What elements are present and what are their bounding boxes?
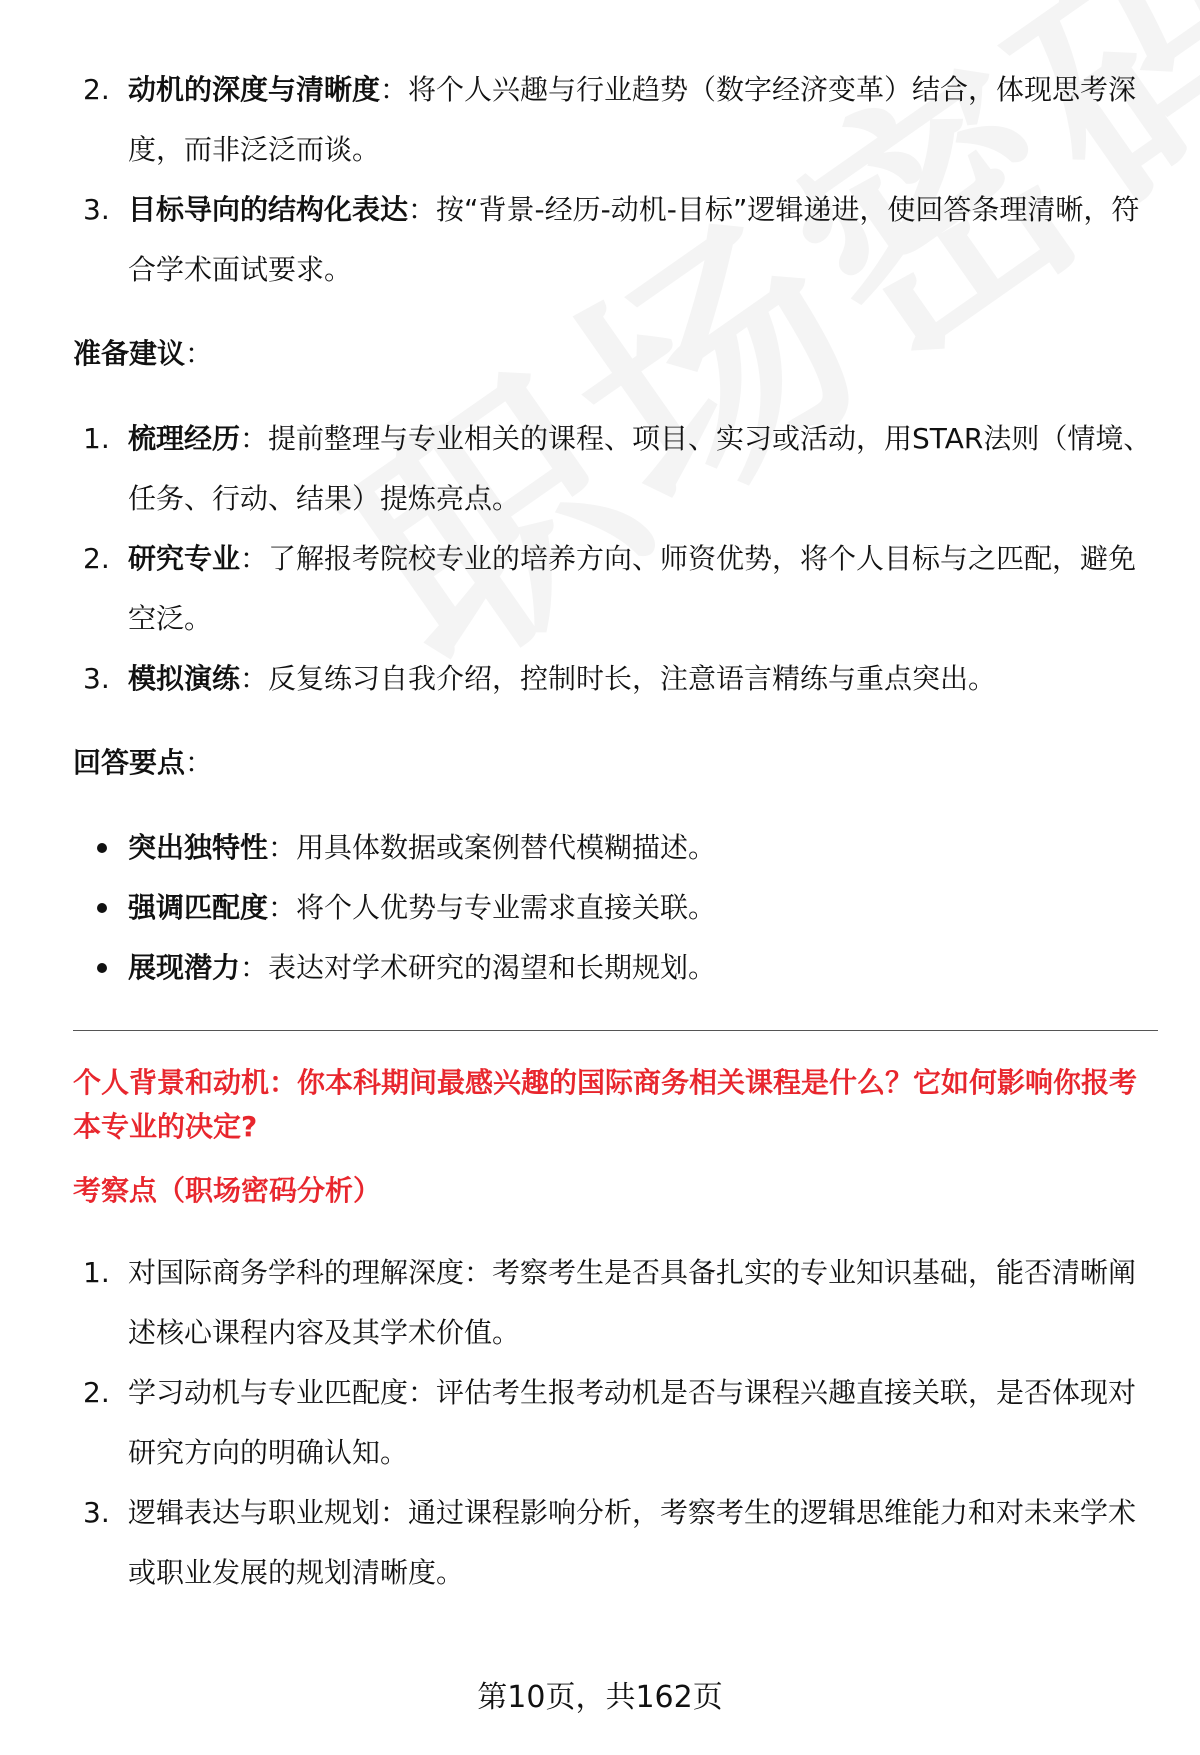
prep-list [73,409,1158,709]
list-item-text: ：将个人兴趣与行业趋势（数字经济变革）结合，体现思考深度，而非泛泛而谈。 [128,73,1137,166]
list-item [73,60,1158,180]
list-item-text: ：按“背景-经历-动机-目标”逻辑递进，使回答条理清晰，符合学术面试要求。 [128,193,1140,286]
list-number: 2. [83,542,110,575]
answer-list [73,818,1158,998]
list-item [73,1243,1158,1363]
answer-heading-colon: ： [185,746,214,779]
answer-heading [73,743,1158,783]
list-item [73,409,1158,529]
list-item-text: 逻辑表达与职业规划：通过课程影响分析，考察考生的逻辑思维能力和对未来学术或职业发展的规划清晰度。 [128,1496,1137,1589]
list-item-text: 学习动机与专业匹配度：评估考生报考动机是否与课程兴趣直接关联，是否体现对研究方向的明确认知。 [128,1376,1137,1469]
list-number: 3. [83,193,110,226]
list-number: 1. [83,422,110,455]
list-number: 1. [83,1256,110,1289]
prep-heading [73,334,1158,374]
question-title: 个人背景和动机：你本科期间最感兴趣的国际商务相关课程是什么？它如何影响你报考本专业的决定? [73,1066,1138,1143]
bullet-item [73,938,1158,998]
section-divider [73,1030,1158,1031]
list-number: 2. [83,73,110,106]
list-item-bold: 梳理经历 [128,422,241,455]
bullet-item-text: ：将个人优势与专业需求直接关联。 [268,891,717,924]
bullet-dot-icon [97,903,107,913]
list-number: 3. [83,1496,110,1529]
list-item-text: ：了解报考院校专业的培养方向、师资优势，将个人目标与之匹配，避免空泛。 [128,542,1137,635]
list-item [73,529,1158,649]
bullet-item-bold: 突出独特性 [128,831,269,864]
page-footer: 第10页，共162页 [477,1680,723,1715]
criteria-list-continued [73,60,1158,300]
list-number: 2. [83,1376,110,1409]
assessment-list [73,1243,1158,1603]
list-item-bold: 研究专业 [128,542,241,575]
prep-heading-colon: ： [185,337,214,370]
document-page [73,60,1158,1603]
answer-heading-text: 回答要点 [73,746,186,779]
bullet-item-text: ：用具体数据或案例替代模糊描述。 [268,831,717,864]
list-item-bold: 模拟演练 [128,662,241,695]
list-item [73,1483,1158,1603]
prep-heading-text: 准备建议 [73,337,186,370]
question-subheading: 考察点（职场密码分析） [73,1174,382,1207]
bullet-item-text: ：表达对学术研究的渴望和长期规划。 [240,951,717,984]
list-item-text: ：反复练习自我介绍，控制时长，注意语言精练与重点突出。 [240,662,997,695]
bullet-dot-icon [97,843,107,853]
list-item [73,1363,1158,1483]
list-number: 3. [83,662,110,695]
list-item-bold: 动机的深度与清晰度 [128,73,381,106]
list-item-text: ：提前整理与专业相关的课程、项目、实习或活动，用STAR法则（情境、任务、行动、结果）提炼亮点。 [128,422,1152,515]
list-item [73,649,1158,709]
bullet-item-bold: 展现潜力 [128,951,241,984]
bullet-dot-icon [97,963,107,973]
bullet-item-bold: 强调匹配度 [128,891,269,924]
bullet-item [73,818,1158,878]
list-item [73,180,1158,300]
list-item-bold: 目标导向的结构化表达 [128,193,409,226]
list-item-text: 对国际商务学科的理解深度：考察考生是否具备扎实的专业知识基础，能否清晰阐述核心课程内容及其学术价值。 [128,1256,1137,1349]
bullet-item [73,878,1158,938]
